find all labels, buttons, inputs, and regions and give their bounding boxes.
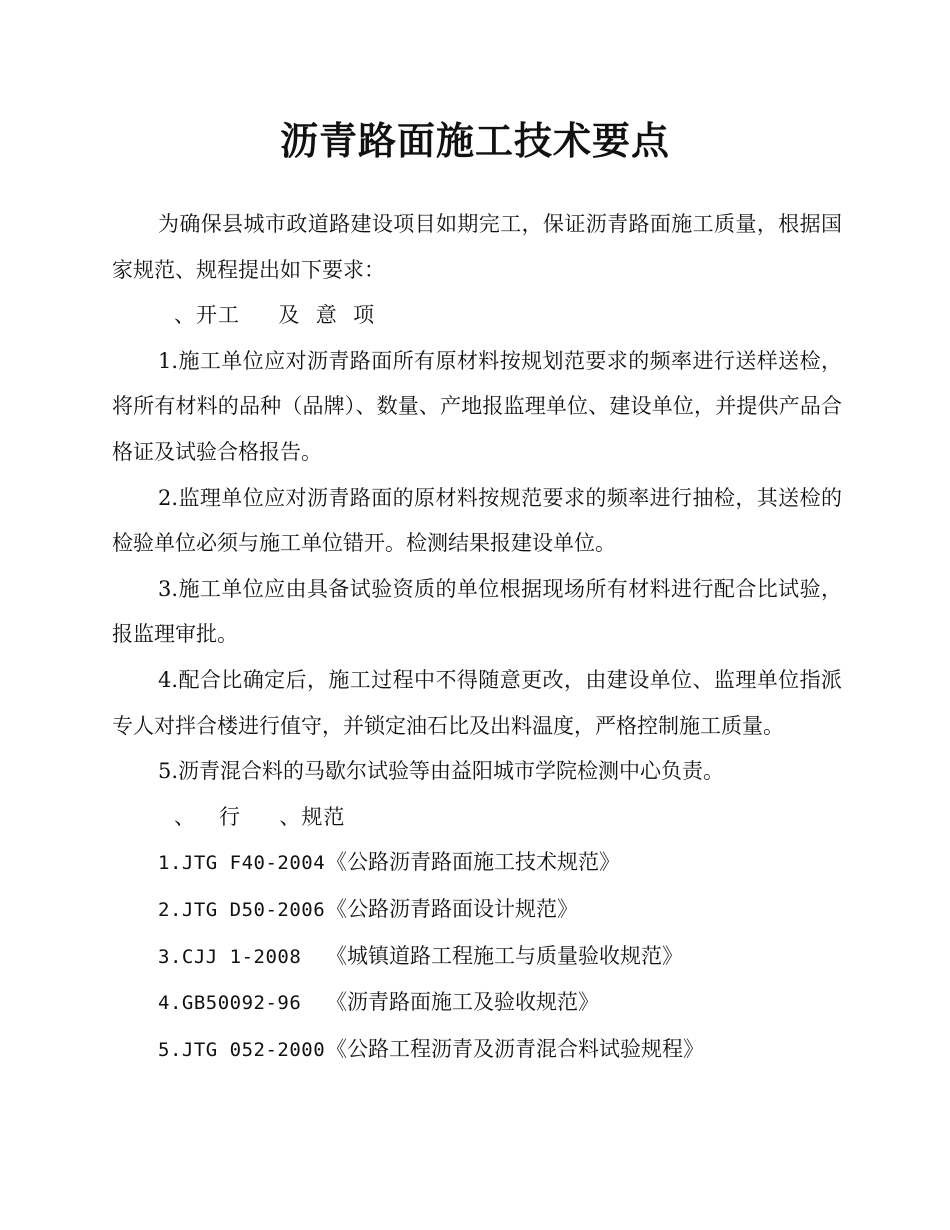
- reference-item-3: [112, 934, 842, 981]
- reference-code: 1.JTG F40-2004: [158, 852, 326, 875]
- requirement-item-5: 5.沥青混合料的马歇尔试验等由益阳城市学院检测中心负责。: [158, 759, 725, 784]
- reference-title: 《公路沥青路面设计规范》: [326, 896, 578, 921]
- reference-title: 《公路工程沥青及沥青混合料试验规程》: [326, 1036, 704, 1061]
- reference-code: 5.JTG 052-2000: [158, 1038, 326, 1061]
- section-heading-2: 、 行 、规范: [174, 804, 346, 829]
- requirement-item-3: 3.施工单位应由具备试验资质的单位根据现场所有材料进行配合比试验，报监理审批。: [112, 576, 842, 647]
- reference-code: 3.CJJ 1-2008: [158, 945, 302, 968]
- section-heading-1: 、开工 及 意 项: [174, 303, 376, 328]
- reference-item-4: [112, 980, 842, 1027]
- requirement-item-4: 4.配合比确定后，施工过程中不得随意更改，由建设单位、监理单位指派专人对拌合楼进行值守，并锁定油石比及出料温度，严格控制施工质量。: [112, 667, 842, 738]
- reference-code: 4.GB50092-96: [158, 992, 302, 1015]
- reference-code: 2.JTG D50-2006: [158, 898, 326, 921]
- document-title: 沥青路面施工技术要点: [279, 118, 670, 164]
- reference-item-2: [112, 887, 842, 934]
- reference-item-1: [112, 840, 842, 887]
- reference-title: 《公路沥青路面施工技术规范》: [326, 850, 620, 875]
- reference-item-5: [112, 1027, 842, 1074]
- reference-title: 《城镇道路工程施工与质量验收规范》: [326, 943, 683, 968]
- reference-title: 《沥青路面施工及验收规范》: [326, 990, 599, 1015]
- intro-paragraph: 为确保县城市政道路建设项目如期完工，保证沥青路面施工质量，根据国家规范、规程提出如下要求：: [112, 212, 842, 282]
- requirement-item-1: 1.施工单位应对沥青路面所有原材料按规划范要求的频率进行送样送检，将所有材料的品种（品牌）、数量、产地报监理单位、建设单位，并提供产品合格证及试验合格报告。: [112, 348, 842, 464]
- document-body: [112, 202, 842, 1073]
- requirement-item-2: 2.监理单位应对沥青路面的原材料按规范要求的频率进行抽检，其送检的检验单位必须与施工单位错开。检测结果报建设单位。: [112, 485, 842, 556]
